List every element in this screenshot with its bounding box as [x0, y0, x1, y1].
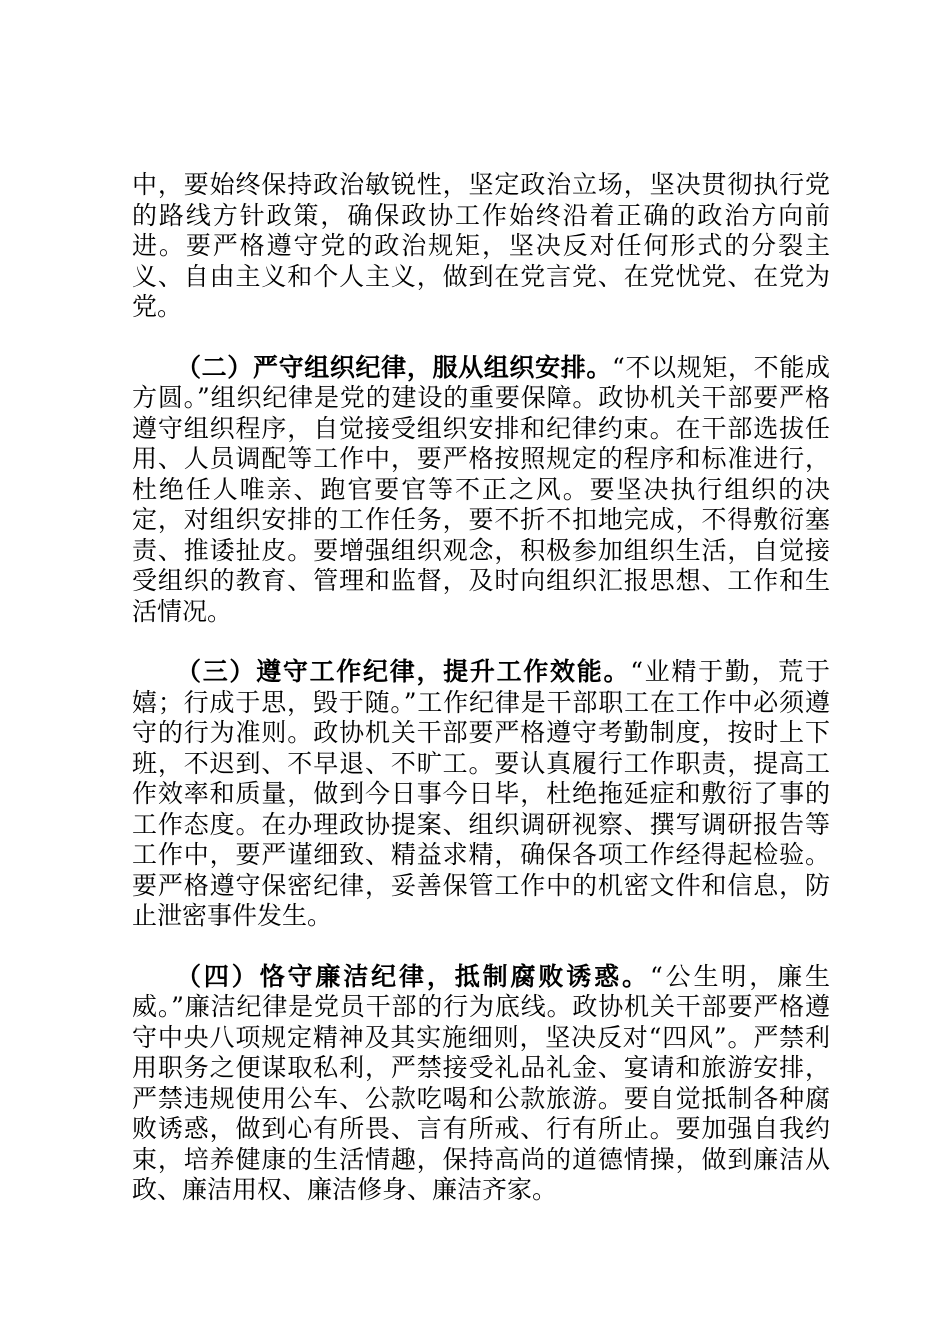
section-4-text: “公生明，廉生威。”廉洁纪律是党员干部的行为底线。政协机关干部要严格遵守中央八项规定精神及其实施细则，坚决反对“四风”。严禁利用职务之便谋取私利，严禁接受礼品礼金、宴请和旅游安排，严禁违规使用公车、公款吃喝和公款旅游。要自觉抵制各种腐败诱惑，做到心有所畏、言有所戒、行有所止。要加强自我约束，培养健康的生活情趣，保持高尚的道德情操，做到廉洁从政、廉洁用权、廉洁修身、廉洁齐家。 — [132, 961, 830, 1204]
document-page — [132, 170, 830, 1206]
paragraph-text: 中，要始终保持政治敏锐性，坚定政治立场，坚决贯彻执行党的路线方针政策，确保政协工作始终沿着正确的政治方向前进。要严格遵守党的政治规矩，坚决反对任何形式的分裂主义、自由主义和个人主义，做到在党言党、在党忧党、在党为党。 — [132, 170, 830, 321]
section-3-paragraph — [132, 657, 830, 932]
paragraph-continuation — [132, 170, 830, 323]
section-3-text: “业精于勤，荒于嬉；行成于思，毁于随。”工作纪律是干部职工在工作中必须遵守的行为准则。政协机关干部要严格遵守考勤制度，按时上下班，不迟到、不早退、不旷工。要认真履行工作职责，提高工作效率和质量，做到今日事今日毕，杜绝拖延症和敷衍了事的工作态度。在办理政协提案、组织调研视察、撰写调研报告等工作中，要严谨细致、精益求精，确保各项工作经得起检验。要严格遵守保密纪律，妥善保管工作中的机密文件和信息，防止泄密事件发生。 — [132, 657, 830, 930]
section-2-text: “不以规矩，不能成方圆。”组织纪律是党的建设的重要保障。政协机关干部要严格遵守组织程序，自觉接受组织安排和纪律约束。在干部选拔任用、人员调配等工作中，要严格按照规定的程序和标准进行，杜绝任人唯亲、跑官要官等不正之风。要坚决执行组织的决定，对组织安排的工作任务，要不折不扣地完成，不得敷衍塞责、推诿扯皮。要增强组织观念，积极参加组织生活，自觉接受组织的教育、管理和监督，及时向组织汇报思想、工作和生活情况。 — [132, 352, 830, 626]
section-4-heading: （四）恪守廉洁纪律，抵制腐败诱惑。 — [176, 961, 650, 991]
section-4-paragraph — [132, 962, 830, 1206]
section-3-heading: （三）遵守工作纪律，提升工作效能。 — [176, 657, 631, 686]
section-2-heading: （二）严守组织纪律，服从组织安排。 — [176, 352, 613, 382]
section-2-paragraph — [132, 353, 830, 628]
